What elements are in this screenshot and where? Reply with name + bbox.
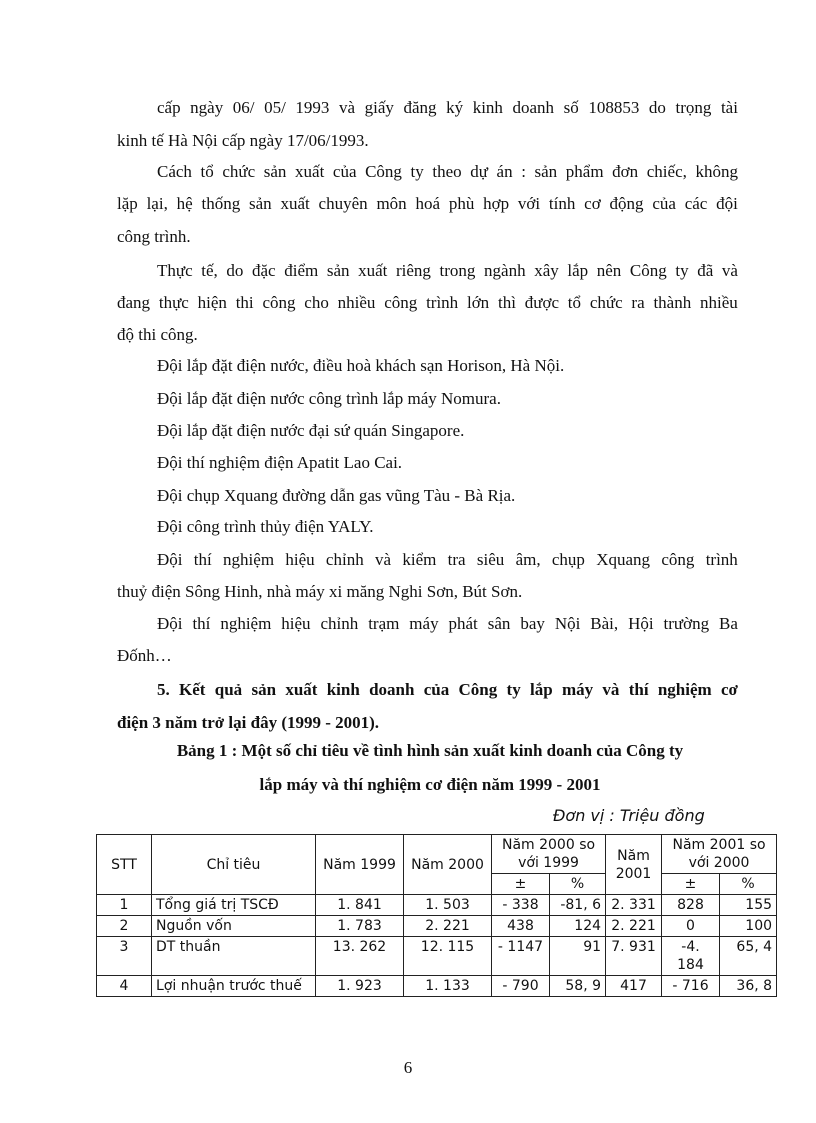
word: kinh xyxy=(326,680,360,699)
text-line: Đốnh… xyxy=(117,646,172,665)
word: dự xyxy=(470,162,488,181)
word: do xyxy=(226,261,244,280)
header-pct-2001: % xyxy=(720,874,777,895)
word: điểm xyxy=(284,261,319,280)
cell-y1999: 1. 923 xyxy=(316,976,404,997)
cell-d2: 828 xyxy=(662,895,720,916)
text-line: kinh tế Hà Nội cấp ngày 17/06/1993. xyxy=(117,131,369,150)
text-line: Đội công trình thủy điện YALY. xyxy=(157,517,374,536)
cell-p2: 100 xyxy=(720,916,777,937)
word: cơ xyxy=(720,680,738,699)
word: nghiệm xyxy=(657,680,712,699)
word: âm, xyxy=(515,550,541,569)
word: xuất xyxy=(280,194,310,213)
word: lớn xyxy=(466,293,490,312)
word: và xyxy=(602,680,620,699)
word: : xyxy=(521,162,526,181)
word: và xyxy=(375,550,392,569)
word: 05/ xyxy=(264,98,286,117)
word: chức xyxy=(589,293,623,312)
word: Hội xyxy=(628,614,654,633)
word: xuất xyxy=(285,680,318,699)
cell-p1: 58, 9 xyxy=(550,976,606,997)
word: Công xyxy=(629,261,667,280)
word: Bài, xyxy=(590,614,619,633)
word: tài xyxy=(720,98,738,117)
word: trường xyxy=(663,614,710,633)
word: sản xyxy=(251,680,277,699)
header-stt: STT xyxy=(97,835,152,895)
word: 5. xyxy=(157,680,170,699)
word: sản xyxy=(249,194,272,213)
word: cấp xyxy=(157,98,181,117)
word: ty xyxy=(506,680,521,699)
word: hiện xyxy=(197,293,227,312)
word: thực xyxy=(158,293,189,312)
text-line xyxy=(157,162,738,182)
cell-d1: - 1147 xyxy=(492,937,550,976)
word: trạm xyxy=(368,614,400,633)
word: hoá xyxy=(415,194,441,213)
cell-y2001: 2. 331 xyxy=(606,895,662,916)
cell-y2001: 417 xyxy=(606,976,662,997)
cell-name: DT thuần xyxy=(152,937,316,976)
word: xuất xyxy=(358,261,388,280)
cell-y1999: 1. 841 xyxy=(316,895,404,916)
word: và xyxy=(339,98,356,117)
header-2000-vs-1999: Năm 2000 so với 1999 xyxy=(492,835,606,874)
cell-p2: 36, 8 xyxy=(720,976,777,997)
header-diff-2000: ± xyxy=(492,874,550,895)
word: thống xyxy=(201,194,241,213)
word: thí xyxy=(192,614,211,633)
word: thì xyxy=(497,293,516,312)
cell-stt: 3 xyxy=(97,937,152,976)
word: trình xyxy=(705,550,738,569)
text-line: độ thi công. xyxy=(117,325,198,344)
word: doanh xyxy=(369,680,415,699)
word: tổ xyxy=(567,293,582,312)
word: chỉnh xyxy=(325,550,364,569)
word: và xyxy=(721,261,738,280)
word: các xyxy=(684,194,708,213)
text-line xyxy=(157,261,738,281)
cell-y1999: 13. 262 xyxy=(316,937,404,976)
word: lắp xyxy=(567,261,589,280)
word: phẩm xyxy=(565,162,604,181)
word: Công xyxy=(458,680,498,699)
word: trọng xyxy=(675,98,712,117)
text-line xyxy=(157,550,738,570)
word: chỉnh xyxy=(320,614,359,633)
unit-label: Đơn vị : Triệu đồng xyxy=(553,806,705,825)
cell-name: Nguồn vốn xyxy=(152,916,316,937)
word: ty xyxy=(675,261,689,280)
word: đội xyxy=(716,194,738,213)
word: Cách xyxy=(157,162,192,181)
word: tính xyxy=(548,194,576,213)
table-title-line-2: lắp máy và thí nghiệm cơ điện năm 1999 - 2001 xyxy=(259,775,601,794)
cell-p2: 65, 4 xyxy=(720,937,777,976)
word: đang xyxy=(117,293,151,312)
word: sản xyxy=(534,162,558,181)
word: xây xyxy=(534,261,559,280)
word: ty xyxy=(410,162,424,181)
text-line: điện 3 năm trở lại đây (1999 - 2001). xyxy=(117,713,380,732)
cell-y2001: 7. 931 xyxy=(606,937,662,976)
word: sản xyxy=(263,162,287,181)
cell-y2001: 2. 221 xyxy=(606,916,662,937)
word: lắp xyxy=(530,680,553,699)
word: nên xyxy=(596,261,622,280)
word: máy xyxy=(561,680,594,699)
text-line: Đội lắp đặt điện nước, điều hoà khách sạn Horison, Hà Nội. xyxy=(157,356,565,375)
word: chức xyxy=(222,162,256,181)
text-line: thuỷ điện Sông Hinh, nhà máy xi măng Nghi Sơn, Bút Sơn. xyxy=(117,582,523,601)
cell-d1: 438 xyxy=(492,916,550,937)
text-line xyxy=(117,293,738,313)
word: công xyxy=(384,293,418,312)
text-line: Đội lắp đặt điện nước công trình lắp máy Nomura. xyxy=(157,389,501,408)
header-pct-2000: % xyxy=(550,874,606,895)
header-2001-vs-2000: Năm 2001 so với 2000 xyxy=(662,835,777,874)
word: Thực xyxy=(157,261,193,280)
word: hiệu xyxy=(281,614,311,633)
word: của xyxy=(332,162,357,181)
word: hiệu xyxy=(285,550,315,569)
word: kiểm xyxy=(402,550,437,569)
header-1999: Năm 1999 xyxy=(316,835,404,895)
cell-d1: - 790 xyxy=(492,976,550,997)
word: thí xyxy=(193,550,212,569)
word: chiếc, xyxy=(646,162,687,181)
cell-y1999: 1. 783 xyxy=(316,916,404,937)
word: số xyxy=(563,98,579,117)
word: tra xyxy=(447,550,466,569)
word: công xyxy=(661,550,695,569)
word: thành xyxy=(653,293,692,312)
word: ngành xyxy=(484,261,526,280)
cell-d2: -4. 184 xyxy=(662,937,720,976)
word: sản xyxy=(326,261,350,280)
word: Nội xyxy=(554,614,581,633)
word: chuyên xyxy=(318,194,368,213)
text-line: Đội chụp Xquang đường dẫn gas vũng Tàu - Bà Rịa. xyxy=(157,486,516,505)
word: án xyxy=(496,162,513,181)
word: với xyxy=(517,194,541,213)
word: Kết xyxy=(179,680,206,699)
word: cơ xyxy=(584,194,601,213)
word: kinh xyxy=(472,98,503,117)
cell-y2000: 1. 133 xyxy=(404,976,492,997)
word: trình xyxy=(426,293,459,312)
word: ký xyxy=(446,98,464,117)
word: Đội xyxy=(157,614,183,633)
word: đặc xyxy=(252,261,276,280)
cell-d2: 0 xyxy=(662,916,720,937)
word: giấy xyxy=(364,98,394,117)
word: của xyxy=(423,680,450,699)
word: đăng xyxy=(403,98,437,117)
word: của xyxy=(652,194,676,213)
cell-y2000: 12. 115 xyxy=(404,937,492,976)
word: nhiều xyxy=(700,293,738,312)
table-row xyxy=(97,916,777,937)
table-row xyxy=(97,895,777,916)
word: siêu xyxy=(476,550,505,569)
text-line xyxy=(157,614,738,634)
word: quả xyxy=(214,680,243,699)
text-line: Đội lắp đặt điện nước đại sứ quán Singapore. xyxy=(157,421,465,440)
header-chi-tieu: Chỉ tiêu xyxy=(152,835,316,895)
word: phát xyxy=(448,614,478,633)
cell-stt: 2 xyxy=(97,916,152,937)
word: cho xyxy=(304,293,329,312)
business-results-table xyxy=(96,834,777,997)
cell-d1: - 338 xyxy=(492,895,550,916)
word: nghiệm xyxy=(220,614,272,633)
text-line: công trình. xyxy=(117,227,191,246)
text-line xyxy=(157,98,738,118)
text-line: Đội thí nghiệm điện Apatit Lao Cai. xyxy=(157,453,403,472)
cell-d2: - 716 xyxy=(662,976,720,997)
word: Đội xyxy=(157,550,183,569)
cell-stt: 4 xyxy=(97,976,152,997)
word: bay xyxy=(520,614,545,633)
word: xuất xyxy=(295,162,325,181)
word: hợp xyxy=(483,194,510,213)
word: nghiệm xyxy=(223,550,275,569)
cell-y2000: 2. 221 xyxy=(404,916,492,937)
cell-name: Tổng giá trị TSCĐ xyxy=(152,895,316,916)
word: doanh xyxy=(512,98,555,117)
word: lặp xyxy=(117,194,138,213)
word: nhiều xyxy=(337,293,376,312)
word: ngày xyxy=(190,98,224,117)
word: phù xyxy=(448,194,475,213)
word: theo xyxy=(432,162,462,181)
word: ra xyxy=(631,293,645,312)
word: động xyxy=(609,194,644,213)
cell-p1: -81, 6 xyxy=(550,895,606,916)
word: đơn xyxy=(612,162,639,181)
word: thi xyxy=(235,293,254,312)
text-line xyxy=(157,680,738,700)
word: được xyxy=(524,293,559,312)
word: 1993 xyxy=(295,98,330,117)
header-2001: Năm 2001 xyxy=(606,835,662,895)
word: môn xyxy=(376,194,407,213)
word: 06/ xyxy=(232,98,255,117)
cell-p1: 91 xyxy=(550,937,606,976)
word: tế, xyxy=(201,261,218,280)
table-title-line-1: Bảng 1 : Một số chỉ tiêu về tình hình sản xuất kinh doanh của Công ty xyxy=(176,741,684,760)
cell-name: Lợi nhuận trước thuế xyxy=(152,976,316,997)
word: lại, xyxy=(146,194,168,213)
word: Ba xyxy=(719,614,738,633)
word: không xyxy=(695,162,738,181)
word: đã xyxy=(697,261,714,280)
word: hệ xyxy=(176,194,193,213)
word: riêng xyxy=(396,261,431,280)
word: do xyxy=(648,98,666,117)
word: công xyxy=(262,293,296,312)
table-row xyxy=(97,976,777,997)
text-line xyxy=(117,194,738,214)
word: chụp xyxy=(551,550,585,569)
header-diff-2001: ± xyxy=(662,874,720,895)
word: trong xyxy=(439,261,476,280)
word: máy xyxy=(409,614,439,633)
cell-y2000: 1. 503 xyxy=(404,895,492,916)
word: Xquang xyxy=(596,550,651,569)
cell-p1: 124 xyxy=(550,916,606,937)
word: 108853 xyxy=(588,98,640,117)
word: Công xyxy=(365,162,402,181)
cell-stt: 1 xyxy=(97,895,152,916)
cell-p2: 155 xyxy=(720,895,777,916)
word: tổ xyxy=(200,162,214,181)
word: sân xyxy=(487,614,511,633)
table-row xyxy=(97,937,777,976)
word: thí xyxy=(628,680,649,699)
page-number: 6 xyxy=(403,1058,413,1077)
header-2000: Năm 2000 xyxy=(404,835,492,895)
